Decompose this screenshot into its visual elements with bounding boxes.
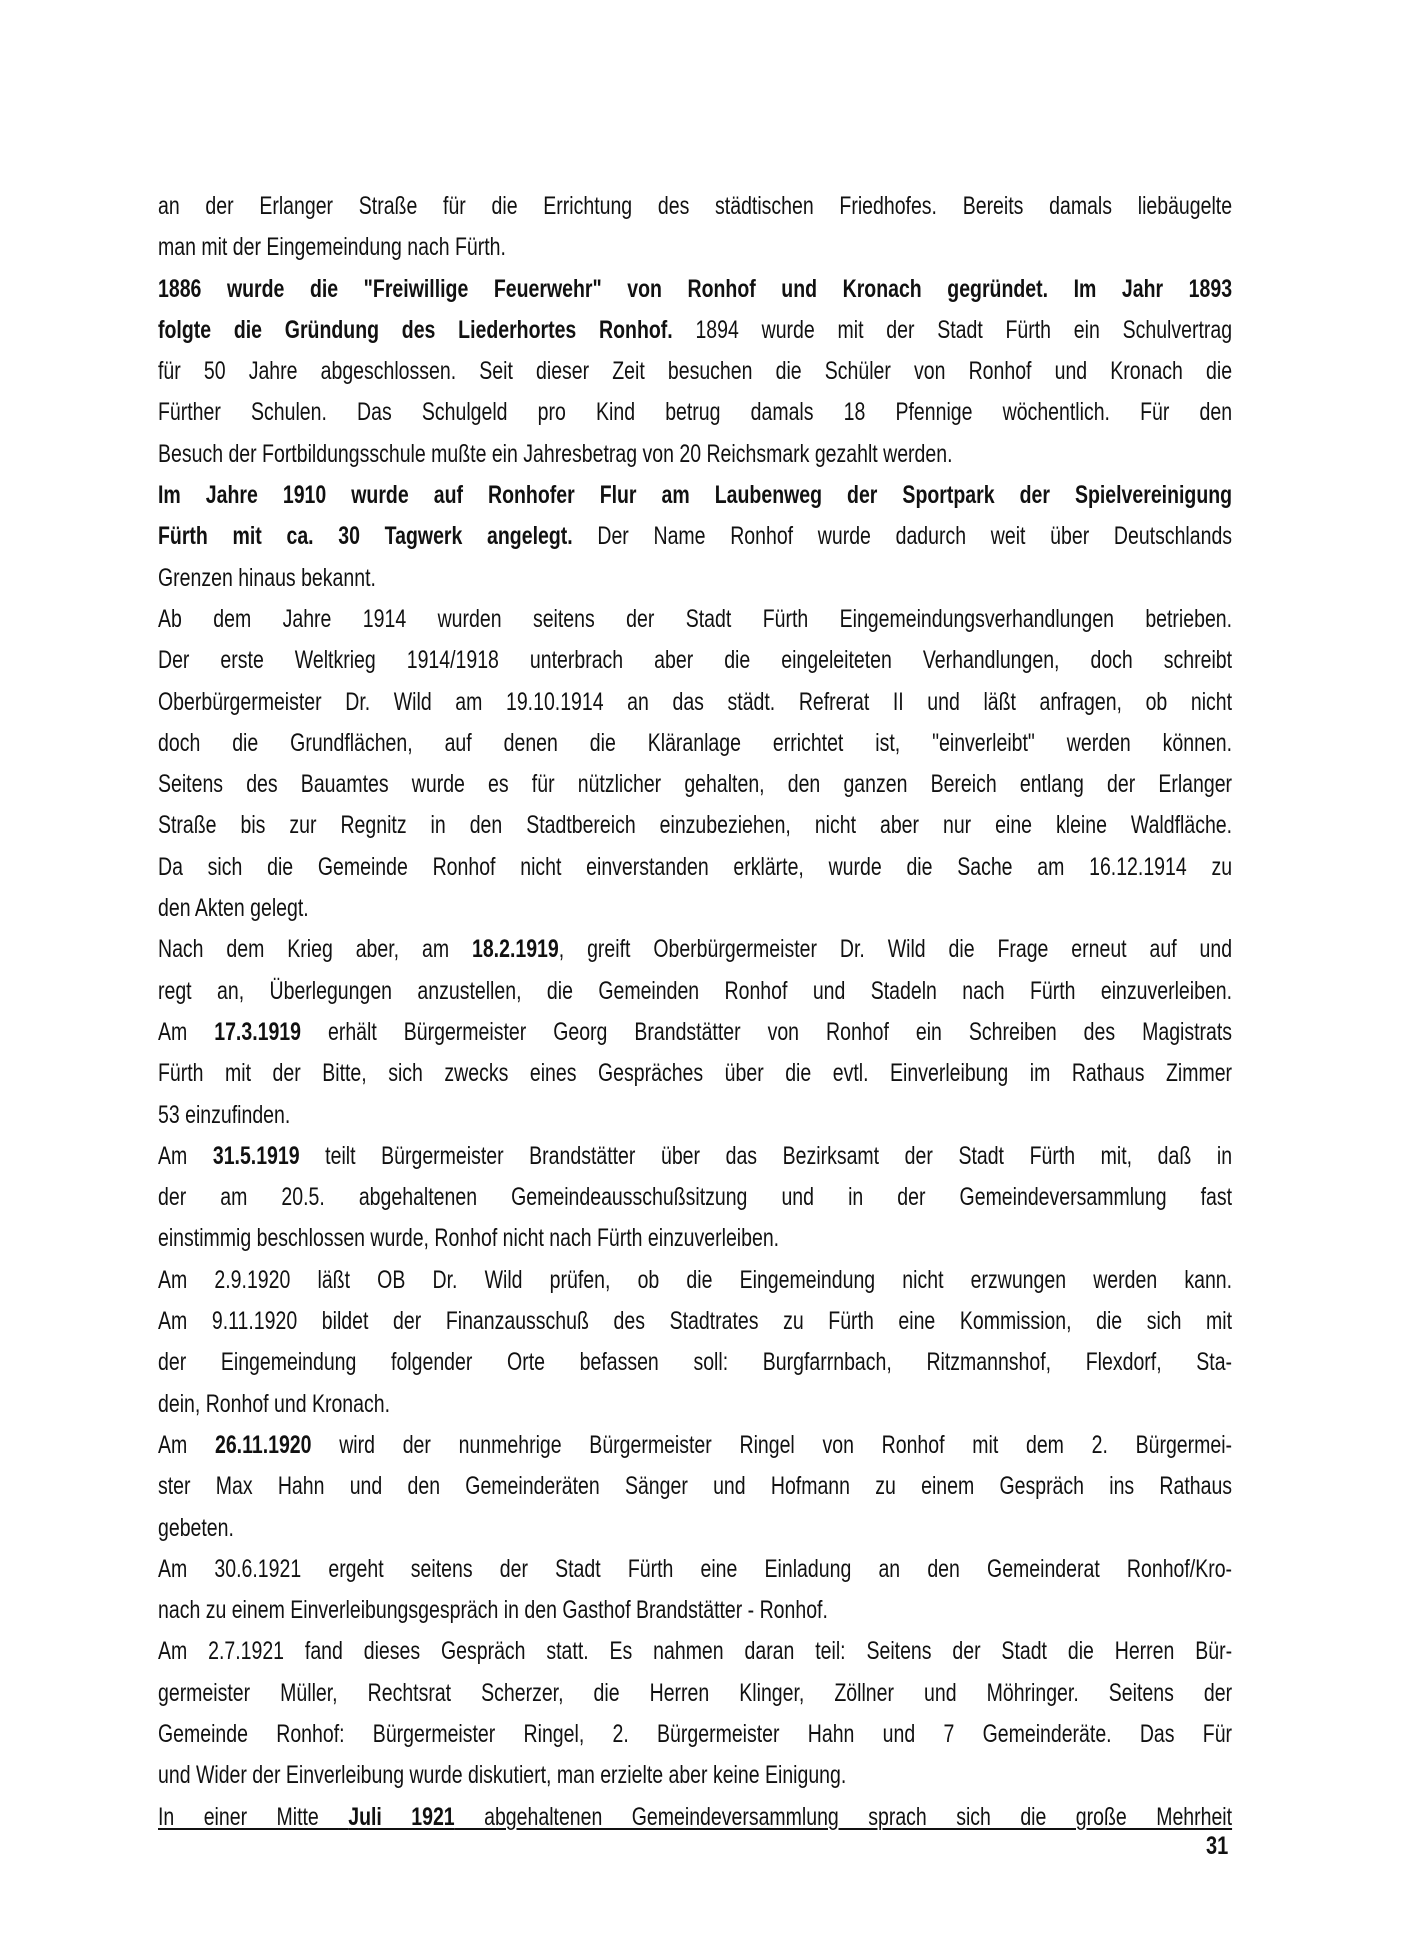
text-segment: teilt Bürgermeister Brandstätter über das Bezirksamt der Stadt Fürth mit, daß in (299, 1141, 1233, 1170)
text-line (158, 1631, 1232, 1672)
text-line-content (158, 1673, 1232, 1714)
text-line (158, 1260, 1232, 1301)
text-line-content (158, 1425, 1232, 1466)
bold-text: 26.11.1920 (214, 1430, 312, 1459)
text-line-content (158, 227, 506, 268)
bold-text: Im Jahre 1910 wurde auf Ronhofer Flur am Laubenweg der Sportpark der Spielvereinigung (158, 481, 1233, 510)
text-segment: an der Erlanger Straße für die Errichtung des städtischen Friedhofes. Bereits damals liebäugelte (158, 192, 1233, 220)
text-line (158, 434, 1232, 475)
text-line-content (158, 682, 1232, 723)
text-segment: der am 20.5. abgehaltenen Gemeindeausschußsitzung und in der Gemeindeversammlung fast (158, 1183, 1233, 1212)
bold-text: 18.2.1919 (471, 935, 559, 964)
text-segment: der Eingemeindung folgender Orte befassen soll: Burgfarrnbach, Ritzmannshof, Flexdorf, Sta- (158, 1348, 1233, 1377)
text-line (158, 1590, 1232, 1631)
text-segment: Oberbürgermeister Dr. Wild am 19.10.1914 an das städt. Refrerat II und läßt anfragen, ob nicht (158, 687, 1233, 716)
text-line-content (158, 599, 1232, 640)
text-line (158, 723, 1232, 764)
text-segment: Gemeinde Ronhof: Bürgermeister Ringel, 2. Bürgermeister Hahn und 7 Gemeinderäte. Das Für (158, 1719, 1233, 1748)
text-segment: Am (158, 1141, 213, 1170)
bold-text: Juli 1921 (348, 1802, 455, 1831)
bold-text: folgte die Gründung des Liederhortes Ronhof. (158, 315, 673, 344)
text-line-content (158, 1590, 828, 1631)
text-segment: für 50 Jahre abgeschlossen. Seit dieser Zeit besuchen die Schüler von Ronhof und Kronach die (158, 357, 1233, 386)
text-segment: Da sich die Gemeinde Ronhof nicht einverstanden erklärte, wurde die Sache am 16.12.1914 zu (158, 852, 1233, 881)
text-segment: In einer Mitte (158, 1802, 349, 1831)
text-line (158, 392, 1232, 433)
text-line (158, 1053, 1232, 1094)
text-segment: germeister Müller, Rechtsrat Scherzer, die Herren Klinger, Zöllner und Möhringer. Seitens der (158, 1678, 1233, 1707)
text-segment: Am (158, 1430, 215, 1459)
text-line (158, 1384, 1232, 1425)
bold-text: 31.5.1919 (212, 1141, 300, 1170)
text-segment: doch die Grundflächen, auf denen die Kläranlage errichtet ist, "einverleibt" werden können. (158, 728, 1233, 757)
text-line (158, 1012, 1232, 1053)
text-line-content (158, 1549, 1232, 1590)
text-line-content (158, 558, 376, 599)
text-line (158, 269, 1232, 310)
text-segment: einstimmig beschlossen wurde, Ronhof nicht nach Fürth einzuverleiben. (158, 1224, 780, 1253)
text-segment: abgehaltenen Gemeindeversammlung sprach sich die große Mehrheit (454, 1802, 1233, 1831)
text-segment: Straße bis zur Regnitz in den Stadtbereich einzubeziehen, nicht aber nur eine kleine Waldfläche. (158, 811, 1233, 840)
text-segment: Besuch der Fortbildungsschule mußte ein Jahresbetrag von 20 Reichsmark gezahlt werden. (158, 439, 953, 468)
text-line-content (158, 1136, 1232, 1177)
text-line (158, 1177, 1232, 1218)
text-line (158, 1136, 1232, 1177)
text-segment: nach zu einem Einverleibungsgespräch in den Gasthof Brandstätter - Ronhof. (158, 1596, 828, 1625)
text-line (158, 227, 1232, 268)
text-line-content (158, 1095, 290, 1136)
text-segment: Nach dem Krieg aber, am (158, 935, 472, 964)
text-line-content (158, 351, 1232, 392)
text-line (158, 1342, 1232, 1383)
text-line (158, 929, 1232, 970)
text-line-content (158, 1342, 1232, 1383)
text-line-content (158, 1797, 1232, 1838)
page-number: 31 (1206, 1832, 1229, 1860)
text-line-content (158, 1755, 846, 1796)
text-line (158, 310, 1232, 351)
bold-text: 1886 wurde die "Freiwillige Feuerwehr" von Ronhof und Kronach gegründet. Im Jahr 1893 (158, 274, 1233, 303)
text-line-content (158, 1714, 1232, 1755)
text-line (158, 764, 1232, 805)
text-line (158, 971, 1232, 1012)
text-line-content (158, 186, 1232, 227)
text-segment: Am 2.7.1921 fand dieses Gespräch statt. Es nahmen daran teil: Seitens der Stadt die Herren Bür- (158, 1637, 1233, 1666)
text-line (158, 640, 1232, 681)
text-segment: gebeten. (158, 1513, 234, 1542)
text-line-content (158, 1218, 779, 1259)
text-segment: Am 30.6.1921 ergeht seitens der Stadt Fürth eine Einladung an den Gemeinderat Ronhof/Kro- (158, 1554, 1233, 1583)
text-line-content (158, 310, 1232, 351)
text-line (158, 1797, 1232, 1838)
text-segment: Fürther Schulen. Das Schulgeld pro Kind betrug damals 18 Pfennige wöchentlich. Für den (158, 398, 1233, 427)
text-line (158, 516, 1232, 557)
text-line-content (158, 1177, 1232, 1218)
text-segment: Am 9.11.1920 bildet der Finanzausschuß des Stadtrates zu Fürth eine Kommission, die sich mit (158, 1307, 1233, 1336)
text-segment: man mit der Eingemeindung nach Fürth. (158, 233, 506, 262)
text-line-content (158, 847, 1232, 888)
text-segment: Grenzen hinaus bekannt. (158, 563, 376, 592)
text-segment: erhält Bürgermeister Georg Brandstätter von Ronhof ein Schreiben des Magistrats (300, 1017, 1233, 1046)
text-segment: Seitens des Bauamtes wurde es für nützlicher gehalten, den ganzen Bereich entlang der Erlanger (158, 770, 1233, 799)
text-segment: Fürth mit der Bitte, sich zwecks eines Gespräches über die evtl. Einverleibung im Rathaus Zimmer (158, 1059, 1233, 1088)
text-segment: 53 einzufinden. (158, 1100, 291, 1129)
text-line-content (158, 1260, 1232, 1301)
text-line (158, 1301, 1232, 1342)
text-segment: wird der nunmehrige Bürgermeister Ringel von Ronhof mit dem 2. Bürgermei- (311, 1430, 1233, 1459)
text-line-content (158, 1508, 234, 1549)
bold-text: Fürth mit ca. 30 Tagwerk angelegt. (158, 522, 573, 551)
body-text (158, 186, 1232, 1838)
text-line-content (158, 723, 1232, 764)
text-segment: Ab dem Jahre 1914 wurden seitens der Stadt Fürth Eingemeindungsverhandlungen betrieben. (158, 604, 1233, 633)
text-line-content (158, 434, 953, 475)
text-segment: regt an, Überlegungen anzustellen, die Gemeinden Ronhof und Stadeln nach Fürth einzuverleiben. (158, 976, 1233, 1005)
text-line (158, 682, 1232, 723)
text-line (158, 1755, 1232, 1796)
text-line-content (158, 1301, 1232, 1342)
text-segment: dein, Ronhof und Kronach. (158, 1389, 391, 1418)
text-line-content (158, 1466, 1232, 1507)
text-line (158, 186, 1232, 227)
text-segment: Am 2.9.1920 läßt OB Dr. Wild prüfen, ob die Eingemeindung nicht erzwungen werden kann. (158, 1265, 1233, 1294)
text-segment: Der Name Ronhof wurde dadurch weit über Deutschlands (572, 522, 1233, 551)
text-line (158, 847, 1232, 888)
text-line-content (158, 392, 1232, 433)
text-segment: 1894 wurde mit der Stadt Fürth ein Schulvertrag (672, 315, 1233, 344)
text-line (158, 1466, 1232, 1507)
text-line-content (158, 1384, 390, 1425)
text-line-content (158, 640, 1232, 681)
text-line (158, 1095, 1232, 1136)
text-line-content (158, 1631, 1232, 1672)
text-line-content (158, 516, 1232, 557)
text-line-content (158, 269, 1232, 310)
text-segment: , greift Oberbürgermeister Dr. Wild die Frage erneut auf und (558, 935, 1233, 964)
text-line (158, 351, 1232, 392)
text-line-content (158, 888, 309, 929)
text-line-content (158, 929, 1232, 970)
bold-text: 17.3.1919 (214, 1017, 301, 1046)
text-segment: den Akten gelegt. (158, 894, 309, 923)
text-line (158, 1549, 1232, 1590)
text-line-content (158, 1053, 1232, 1094)
text-segment: Der erste Weltkrieg 1914/1918 unterbrach aber die eingeleiteten Verhandlungen, doch schreibt (158, 646, 1233, 675)
text-segment: und Wider der Einverleibung wurde diskutiert, man erzielte aber keine Einigung. (158, 1761, 847, 1790)
text-line-content (158, 1012, 1232, 1053)
text-line-content (158, 475, 1232, 516)
text-line (158, 599, 1232, 640)
text-line-content (158, 805, 1232, 846)
text-segment: ster Max Hahn und den Gemeinderäten Sänger und Hofmann zu einem Gespräch ins Rathaus (158, 1472, 1233, 1501)
text-line (158, 805, 1232, 846)
text-line (158, 1508, 1232, 1549)
text-line (158, 1673, 1232, 1714)
text-line (158, 475, 1232, 516)
text-line (158, 558, 1232, 599)
text-line (158, 888, 1232, 929)
text-line (158, 1218, 1232, 1259)
text-line-content (158, 971, 1232, 1012)
text-line (158, 1714, 1232, 1755)
text-line (158, 1425, 1232, 1466)
text-segment: Am (158, 1017, 215, 1046)
text-line-content (158, 764, 1232, 805)
